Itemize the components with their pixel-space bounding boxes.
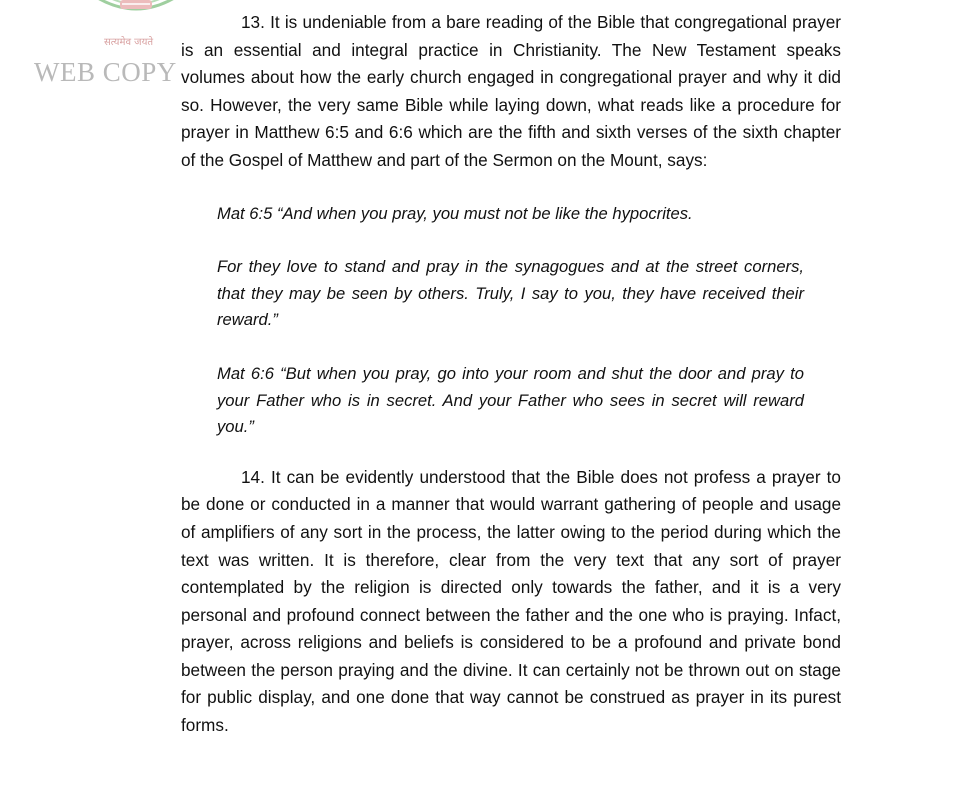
emblem-motto: सत्यमेव जयते — [104, 37, 154, 48]
paragraph-13: 13. It is undeniable from a bare reading of the Bible that congregational prayer is an essential and integral practice in Christianity. The New Testament speaks volumes about how the early church engaged in congregational prayer and why it did so. However, the very same Bible while laying down, what reads like a procedure for prayer in Matthew 6:5 and 6:6 which are the fifth and sixth verses of the sixth chapter of the Gospel of Matthew and part of the Sermon on the Mount, says: — [181, 12, 841, 170]
paragraph-14: 14. It can be evidently understood that the Bible does not profess a prayer to be done or conducted in a manner that would warrant gathering of people and usage of amplifiers of any sort in the process, the latter owing to the period during which the text was written. It is therefore, clear from the very text that any sort of prayer contemplated by the religion is directed only towards the father, and it is a very personal and profound connect between the father and the one who is praying. Infact, prayer, across religions and beliefs is considered to be a profound and private bond between the person praying and the divine. It can certainly not be thrown out on stage for public display, and one done that way cannot be construed as prayer in its purest forms. — [181, 466, 841, 736]
quote-matthew-6-5-continued: For they love to stand and pray in the synagogues and at the street corners, that they may be seen by others. Truly, I say to you, they have received their reward.” — [217, 257, 804, 330]
quote-matthew-6-6: Mat 6:6 “But when you pray, go into your room and shut the door and pray to your Father who is in secret. And your Father who sees in secret will reward you.” — [217, 363, 804, 437]
quote-matthew-6-5: Mat 6:5 “And when you pray, you must not be like the hypocrites. — [217, 203, 693, 223]
web-copy-text: WEB COPY — [34, 57, 177, 87]
judgment-text — [181, 9, 841, 740]
